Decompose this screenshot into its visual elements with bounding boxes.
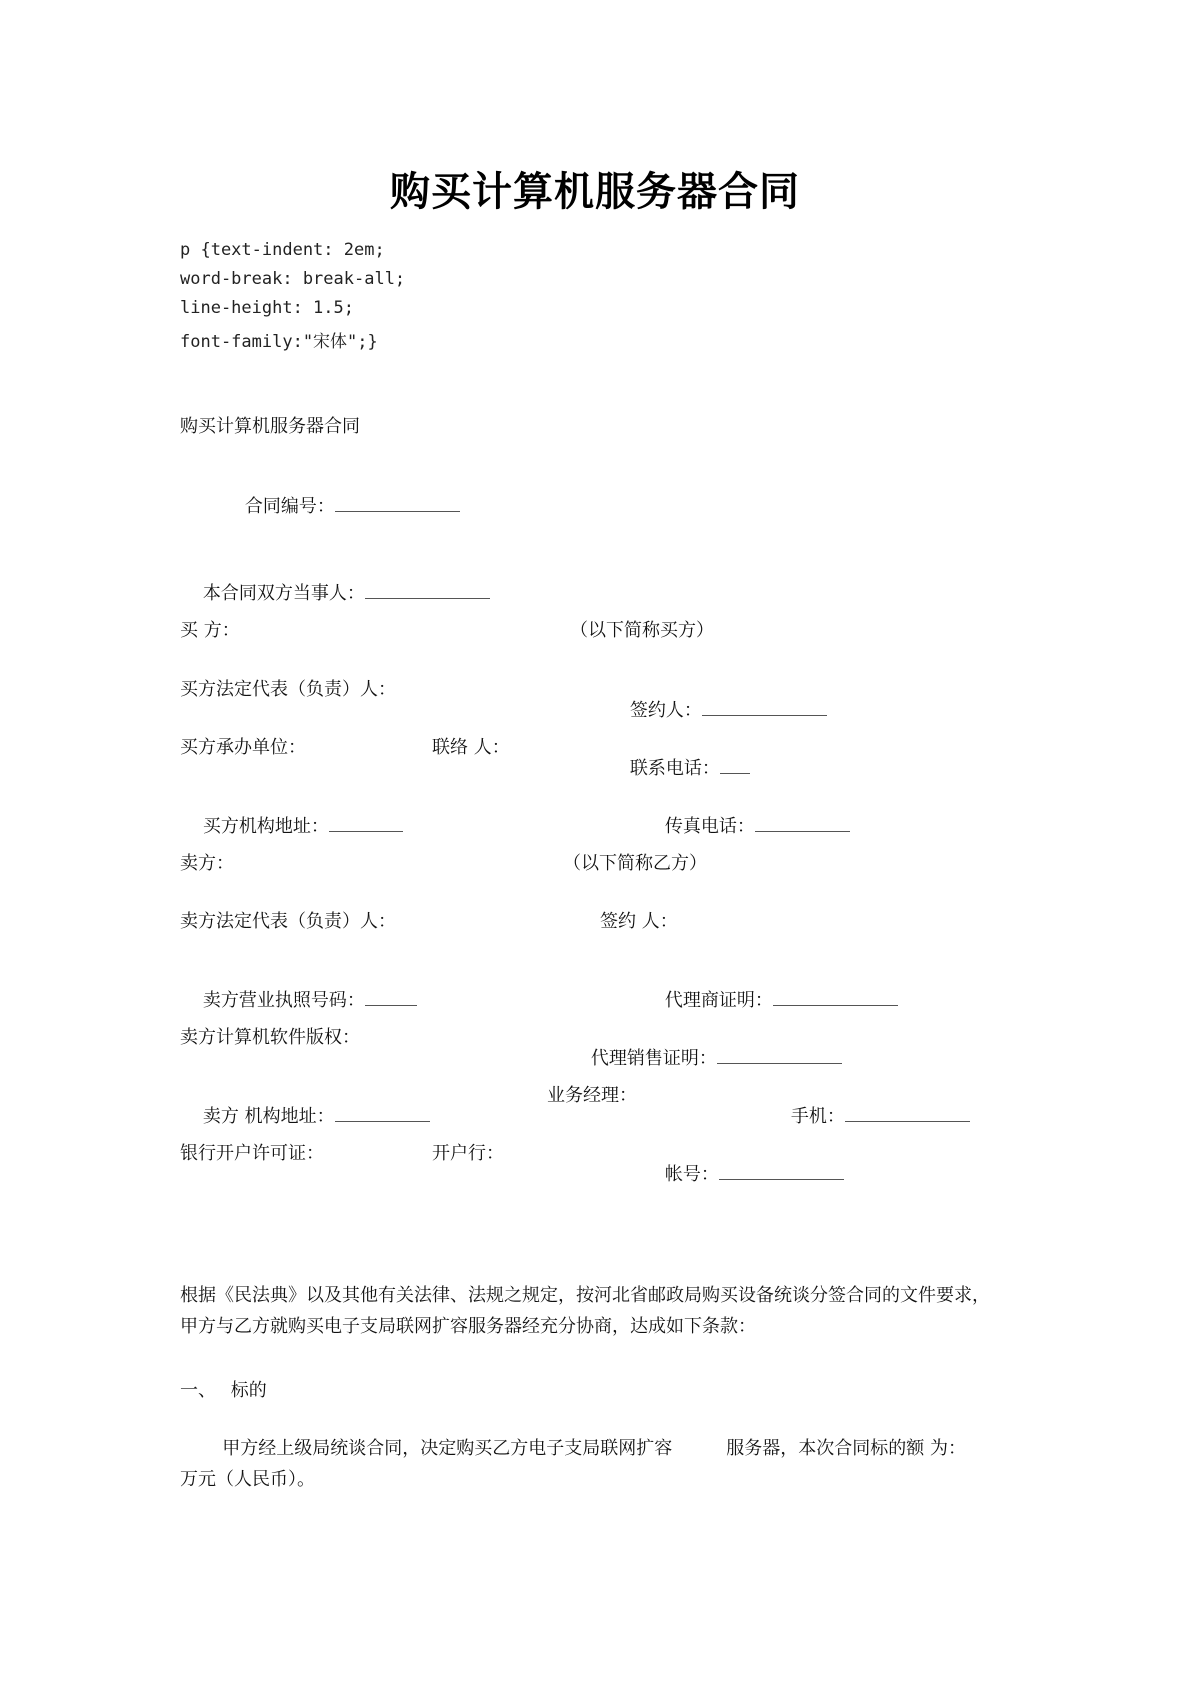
section-1-title: 一、 标的 (180, 1380, 267, 1401)
seller-account-row (642, 1139, 844, 1207)
buyer-unit-label: 买方承办单位： (180, 737, 306, 758)
section-1-body: 甲方经上级局统谈合同，决定购买乙方电子支局联网扩容 服务器，本次合同标的额 为： 万元（人民币）。 (180, 1438, 1030, 1490)
parties-label: 本合同双方当事人： (202, 583, 365, 604)
buyer-alias: （以下简称买方） (570, 620, 714, 641)
seller-bank-label: 开户行： (432, 1143, 504, 1164)
seller-agency-sales-label: 代理销售证明： (590, 1048, 717, 1069)
buyer-label: 买 方： (180, 620, 240, 641)
css-snippet-line-3: line-height: 1.5; (180, 298, 354, 318)
subtitle: 购买计算机服务器合同 (180, 416, 360, 437)
contract-no-label: 合同编号： (244, 496, 335, 517)
contract-no-field[interactable] (335, 495, 460, 512)
buyer-phone-field[interactable] (720, 757, 750, 774)
seller-agency-sales-field[interactable] (717, 1047, 842, 1064)
buyer-fax-field[interactable] (755, 815, 850, 832)
seller-alias: （以下简称乙方） (563, 853, 707, 874)
css-snippet-line-2: word-break: break-all; (180, 269, 406, 289)
seller-agent-cert-field[interactable] (773, 989, 898, 1006)
buyer-signer-field[interactable] (702, 699, 827, 716)
seller-agent-cert-label: 代理商证明： (664, 990, 773, 1011)
buyer-fax-label: 传真电话： (664, 816, 755, 837)
seller-address-label: 卖方 机构地址： (202, 1106, 335, 1127)
seller-label: 卖方： (180, 853, 234, 874)
seller-account-field[interactable] (719, 1163, 844, 1180)
buyer-legal-rep-label: 买方法定代表（负责）人： (180, 679, 396, 700)
seller-license-label: 卖方营业执照号码： (202, 990, 365, 1011)
buyer-phone-label: 联系电话： (629, 758, 720, 779)
seller-license-field[interactable] (365, 989, 417, 1006)
seller-mobile-label: 手机： (790, 1106, 845, 1127)
seller-copyright-label: 卖方计算机软件版权： (180, 1027, 360, 1048)
seller-mobile-field[interactable] (845, 1105, 970, 1122)
css-snippet-line-1: p {text-indent: 2em; (180, 240, 385, 260)
seller-manager-label: 业务经理： (547, 1085, 637, 1106)
preamble-paragraph: 根据《民法典》以及其他有关法律、法规之规定，按河北省邮政局购买设备统谈分签合同的文件要求， 甲方与乙方就购买电子支局联网扩容服务器经充分协商，达成如下条款： (180, 1285, 990, 1337)
seller-account-label: 帐号： (664, 1164, 719, 1185)
buyer-contact-label: 联络 人： (432, 737, 510, 758)
seller-address-field[interactable] (335, 1105, 430, 1122)
document-title: 购买计算机服务器合同 (390, 169, 800, 215)
parties-field[interactable] (365, 582, 490, 599)
seller-signer-label: 签约 人： (600, 911, 678, 932)
css-snippet-line-4: font-family:"宋体";} (180, 332, 378, 352)
seller-bank-permit-label: 银行开户许可证： (180, 1143, 324, 1164)
buyer-address-label: 买方机构地址： (202, 816, 329, 837)
buyer-signer-label: 签约人： (629, 700, 702, 721)
seller-legal-rep-label: 卖方法定代表（负责）人： (180, 911, 396, 932)
contract-no-row (222, 471, 460, 539)
buyer-address-field[interactable] (329, 815, 403, 832)
